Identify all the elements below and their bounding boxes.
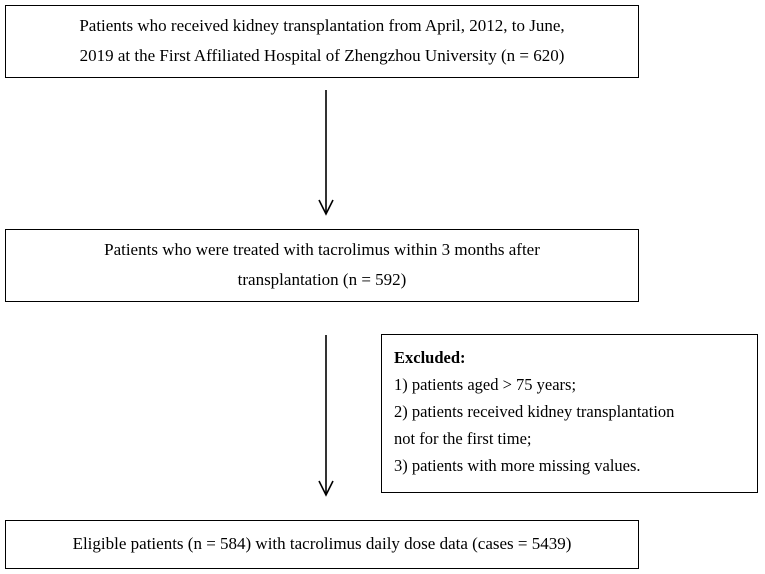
excluded-item-3: 3) patients with more missing values. <box>394 456 641 475</box>
initial-box-line-2: 2019 at the First Affiliated Hospital of Zhengzhou University (n = 620) <box>79 46 565 65</box>
arrow-initial-to-tacrolimus <box>316 90 336 220</box>
tacrolimus-patients-box <box>5 229 639 302</box>
excluded-item-2a: 2) patients received kidney transplantation <box>394 402 675 421</box>
eligible-patients-box <box>5 520 639 569</box>
arrow-tacrolimus-to-eligible <box>316 335 336 500</box>
tacrolimus-box-line-1: Patients who were treated with tacrolimus within 3 months after <box>104 240 540 259</box>
excluded-item-2b: not for the first time; <box>394 429 532 448</box>
excluded-criteria-box <box>381 334 758 493</box>
eligible-box-line-1: Eligible patients (n = 584) with tacrolimus daily dose data (cases = 5439) <box>72 534 572 553</box>
excluded-title: Excluded: <box>394 348 466 367</box>
initial-patients-box <box>5 5 639 78</box>
excluded-item-1: 1) patients aged > 75 years; <box>394 375 577 394</box>
initial-box-line-1: Patients who received kidney transplantation from April, 2012, to June, <box>79 16 565 35</box>
tacrolimus-box-line-2: transplantation (n = 592) <box>237 270 407 289</box>
